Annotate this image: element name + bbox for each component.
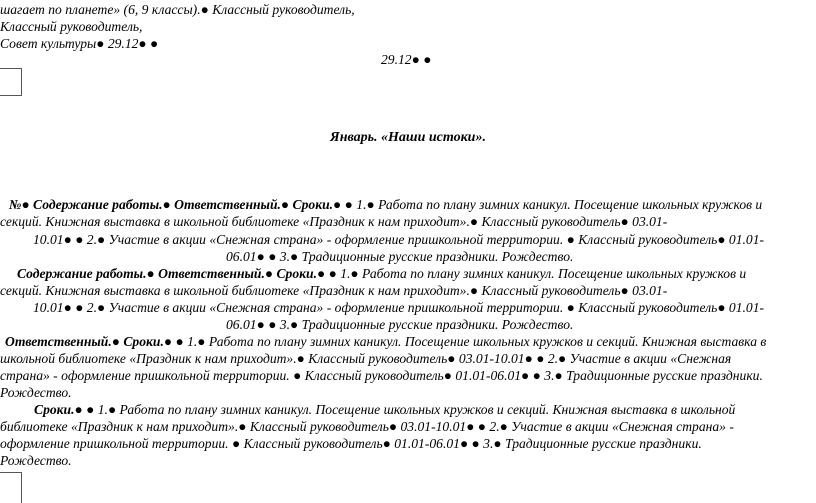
block2-line-1 (17, 266, 746, 282)
block3-line-1 (5, 334, 766, 350)
block1-line-1 (9, 197, 762, 213)
top-line-3: Совет культуры● 29.12● ● (0, 36, 159, 51)
block2-line-2: секций. Книжная выставка в школьной библиотеке «Праздник к нам приходит».● Классный руководитель● 03.01- (0, 283, 668, 298)
block1-line-2: секций. Книжная выставка в школьной библиотеке «Праздник к нам приходит».● Классный руководитель● 03.01- (0, 214, 668, 229)
block4-text: 1.● Работа по плану зимних каникул. Посещение школьных кружков и секций. Книжная выставка в школьной (94, 402, 736, 417)
block2-line-4: 06.01● ● 3.● Традиционные русские праздники. Рождество. (226, 317, 574, 332)
block1-line-4: 06.01● ● 3.● Традиционные русские праздники. Рождество. (226, 249, 574, 264)
block3-line-2: школьной библиотеке «Праздник к нам приходит».● Классный руководитель● 03.01-10.01● ● 2.● Участие в акции «Снежная (0, 351, 732, 366)
block3-text: 1.● Работа по плану зимних каникул. Посещение школьных кружков и секций. Книжная выставка в (183, 334, 767, 349)
block3-line-4: Рождество. (0, 385, 72, 400)
block3-header: Ответственный.● Сроки.● ● (5, 334, 184, 349)
block1-line-3: 10.01● ● 2.● Участие в акции «Снежная страна» - оформление пришкольной территории. ● Классный руководитель● 01.01- (33, 232, 765, 247)
block1-text: 1.● Работа по плану зимних каникул. Посещение школьных кружков и (352, 197, 763, 212)
block4-header: Сроки.● ● (34, 402, 95, 417)
table-cell-border-bottom (0, 472, 22, 503)
block2-text: 1.● Работа по плану зимних каникул. Посещение школьных кружков и (336, 266, 747, 281)
block2-line-3: 10.01● ● 2.● Участие в акции «Снежная страна» - оформление пришкольной территории. ● Классный руководитель● 01.01- (33, 300, 765, 315)
block4-line-3: оформление пришкольной территории. ● Классный руководитель● 01.01-06.01● ● 3.● Традиционные русские праздники. (0, 436, 702, 451)
block3-line-3: страна» - оформление пришкольной территории. ● Классный руководитель● 01.01-06.01● ● 3.● Традиционные русские праздники. (0, 368, 763, 383)
date-right: 29.12● ● (381, 52, 432, 67)
block1-header: №● Содержание работы.● Ответственный.● Сроки.● ● (9, 197, 353, 212)
table-cell-border (0, 68, 22, 96)
top-line-1: шагает по планете» (6, 9 классы).● Классный руководитель, (0, 2, 355, 17)
block2-header: Содержание работы.● Ответственный.● Сроки.● ● (17, 266, 337, 281)
top-line-2: Классный руководитель, (0, 19, 143, 34)
block4-line-2: библиотеке «Праздник к нам приходит».● Классный руководитель● 03.01-10.01● ● 2.● Участие в акции «Снежная страна» - (0, 419, 734, 434)
section-title: Январь. «Наши истоки». (330, 130, 486, 145)
block4-line-4: Рождество. (0, 453, 72, 468)
block4-line-1 (34, 402, 735, 418)
